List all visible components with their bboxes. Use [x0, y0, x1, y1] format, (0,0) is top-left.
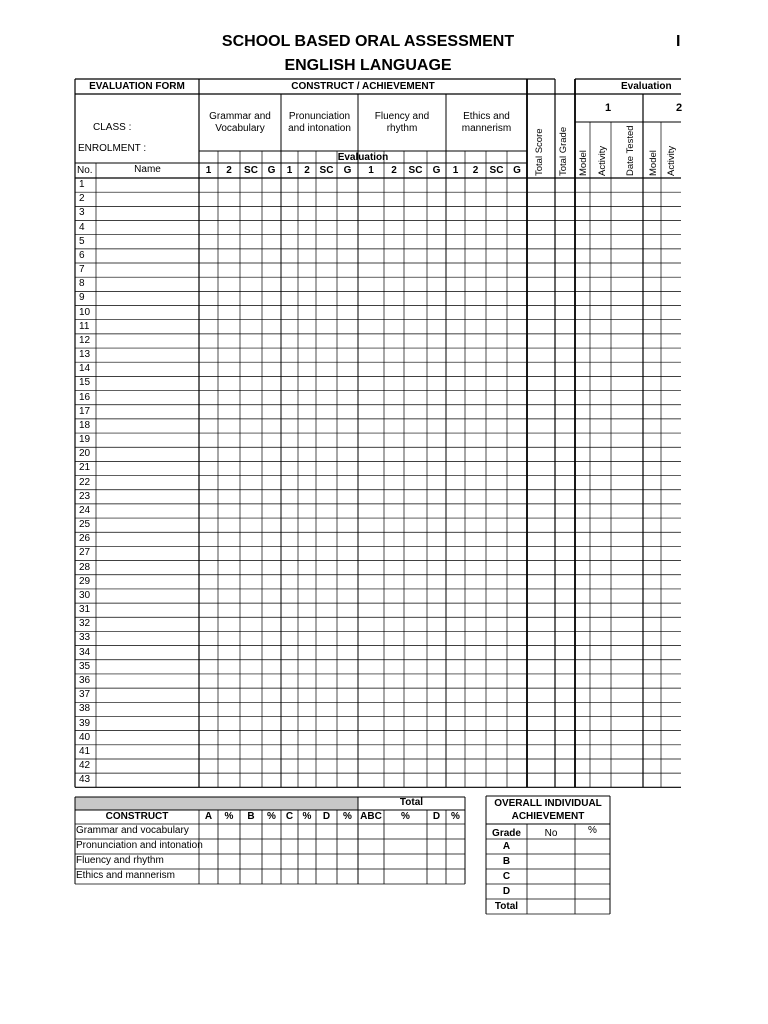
summary-row-label: Grammar and vocabulary: [76, 825, 189, 836]
row-number: 2: [79, 193, 85, 205]
row-number: 30: [79, 589, 91, 601]
row-number: 18: [79, 419, 91, 431]
construct-2-line1: Pronunciation: [288, 111, 351, 122]
evaluation-right-label: Evaluation: [621, 81, 672, 92]
name-header: Name: [134, 164, 161, 175]
eval-group-2: 2: [676, 102, 683, 114]
row-number: 12: [79, 334, 91, 346]
construct-1-line1: Grammar and: [209, 111, 271, 122]
row-number: 1: [79, 179, 85, 190]
subcol-2-2: 2: [304, 165, 310, 176]
row-number: 16: [79, 391, 91, 403]
subcol-4-2: 2: [472, 165, 479, 176]
construct-2-line2: and intonation: [288, 123, 351, 134]
summary-col-8: %: [343, 811, 352, 822]
summary-col-5: C: [285, 811, 294, 822]
row-number: 17: [79, 405, 91, 417]
row-number: 23: [79, 490, 91, 502]
row-number: 32: [79, 618, 91, 630]
subcol-3-4: G: [432, 165, 441, 176]
row-number: 9: [79, 292, 85, 304]
row-number: 38: [79, 703, 91, 715]
construct-4-line1: Ethics and: [463, 111, 510, 122]
subcol-1-1: 1: [205, 165, 212, 176]
overall-no-header: No: [544, 828, 558, 839]
subcol-3-3: SC: [408, 165, 423, 176]
row-number: 11: [79, 320, 90, 332]
summary-row-label: Fluency and rhythm: [76, 855, 164, 866]
subcol-1-4: G: [267, 165, 276, 176]
subcol-4-1: 1: [452, 165, 459, 176]
row-number: 14: [79, 363, 91, 375]
subcol-2-1: 1: [286, 165, 293, 176]
row-number: 22: [79, 476, 91, 488]
summary-col-2: %: [224, 811, 234, 822]
row-number: 4: [79, 221, 85, 233]
total-grade-header: Total Grade: [558, 126, 569, 176]
row-number: 7: [79, 264, 85, 275]
row-number: 28: [79, 561, 91, 573]
summary-total-label: Total: [399, 797, 424, 808]
subcol-4-3: SC: [489, 165, 504, 176]
construct-3-line2: rhythm: [386, 123, 418, 134]
eval2-model-header: Model: [648, 150, 659, 176]
summary-col-1: A: [204, 811, 213, 822]
row-number: 27: [79, 547, 91, 559]
total-score-header: Total Score: [534, 128, 545, 176]
no-header: No.: [77, 165, 93, 176]
row-number: 35: [79, 660, 91, 672]
summary-col-10: %: [401, 811, 410, 822]
overall-grade-C: C: [502, 871, 511, 882]
overall-grade-B: B: [502, 856, 511, 867]
summary-col-12: %: [451, 811, 460, 822]
eval-group-1: 1: [605, 102, 612, 114]
subcol-2-3: SC: [319, 165, 334, 176]
overall-pct-header: %: [588, 825, 597, 836]
row-number: 31: [79, 604, 91, 616]
overall-grade-D: D: [502, 886, 511, 897]
title-line-1: SCHOOL BASED ORAL ASSESSMENT: [221, 33, 515, 50]
row-number: 43: [79, 774, 91, 786]
overall-total-label: Total: [494, 901, 519, 912]
row-number: 36: [79, 675, 91, 686]
row-number: 10: [79, 306, 91, 318]
subcol-1-3: SC: [244, 165, 258, 176]
summary-row-label: Pronunciation and intonation: [76, 840, 203, 851]
subcol-4-4: G: [513, 165, 521, 176]
eval1-activity-header: Activity: [597, 145, 608, 176]
overall-grade-A: A: [502, 841, 511, 852]
overall-grade-header: Grade: [492, 828, 521, 839]
row-number: 41: [79, 745, 91, 757]
row-number: 39: [79, 717, 91, 729]
subcol-3-1: 1: [368, 165, 374, 176]
subcol-3-2: 2: [391, 165, 397, 176]
enrolment-label: ENROLMENT :: [78, 143, 147, 154]
summary-col-7: D: [322, 811, 331, 822]
row-number: 6: [79, 249, 85, 261]
row-number: 20: [79, 448, 91, 460]
summary-construct-label: CONSTRUCT: [105, 811, 169, 822]
construct-4-line2: mannerism: [461, 123, 512, 134]
subcol-2-4: G: [343, 165, 352, 176]
row-number: 24: [79, 504, 91, 516]
summary-col-11: D: [432, 811, 441, 822]
overall-title-line1: OVERALL INDIVIDUAL: [494, 798, 602, 809]
summary-col-3: B: [247, 811, 255, 822]
row-number: 3: [79, 207, 85, 219]
row-number: 40: [79, 731, 91, 743]
row-number: 21: [79, 462, 91, 474]
row-number: 15: [79, 377, 91, 389]
evaluation-form-label: EVALUATION FORM: [89, 81, 185, 92]
construct-3-line1: Fluency and: [374, 111, 430, 122]
corner-mark: I: [676, 33, 681, 50]
summary-col-6: %: [302, 811, 312, 822]
subcol-1-2: 2: [226, 165, 232, 176]
eval2-activity-header: Activity: [666, 145, 677, 176]
summary-col-9: ABC: [360, 811, 382, 822]
row-number: 8: [79, 278, 85, 290]
row-number: 34: [79, 646, 91, 658]
row-number: 33: [79, 632, 91, 644]
row-number: 25: [79, 519, 91, 531]
row-number: 13: [79, 349, 91, 360]
construct-1-line2: Vocabulary: [215, 123, 265, 134]
row-number: 37: [79, 689, 91, 701]
row-number: 29: [79, 575, 91, 587]
construct-achievement-label: CONSTRUCT / ACHIEVEMENT: [291, 81, 435, 92]
row-number: 19: [79, 434, 91, 446]
row-number: 42: [79, 760, 91, 771]
row-number: 5: [79, 235, 85, 247]
evaluation-sub-label: Evaluation: [337, 152, 389, 163]
overall-title-line2: ACHIEVEMENT: [511, 811, 585, 822]
eval1-date-tested-header: Date Tested: [625, 125, 636, 176]
summary-row-label: Ethics and mannerism: [76, 870, 175, 881]
title-line-2: ENGLISH LANGUAGE: [284, 57, 452, 74]
row-number: 26: [79, 533, 91, 545]
summary-col-4: %: [267, 811, 276, 822]
eval1-model-header: Model: [578, 150, 589, 176]
class-label: CLASS :: [93, 122, 132, 133]
